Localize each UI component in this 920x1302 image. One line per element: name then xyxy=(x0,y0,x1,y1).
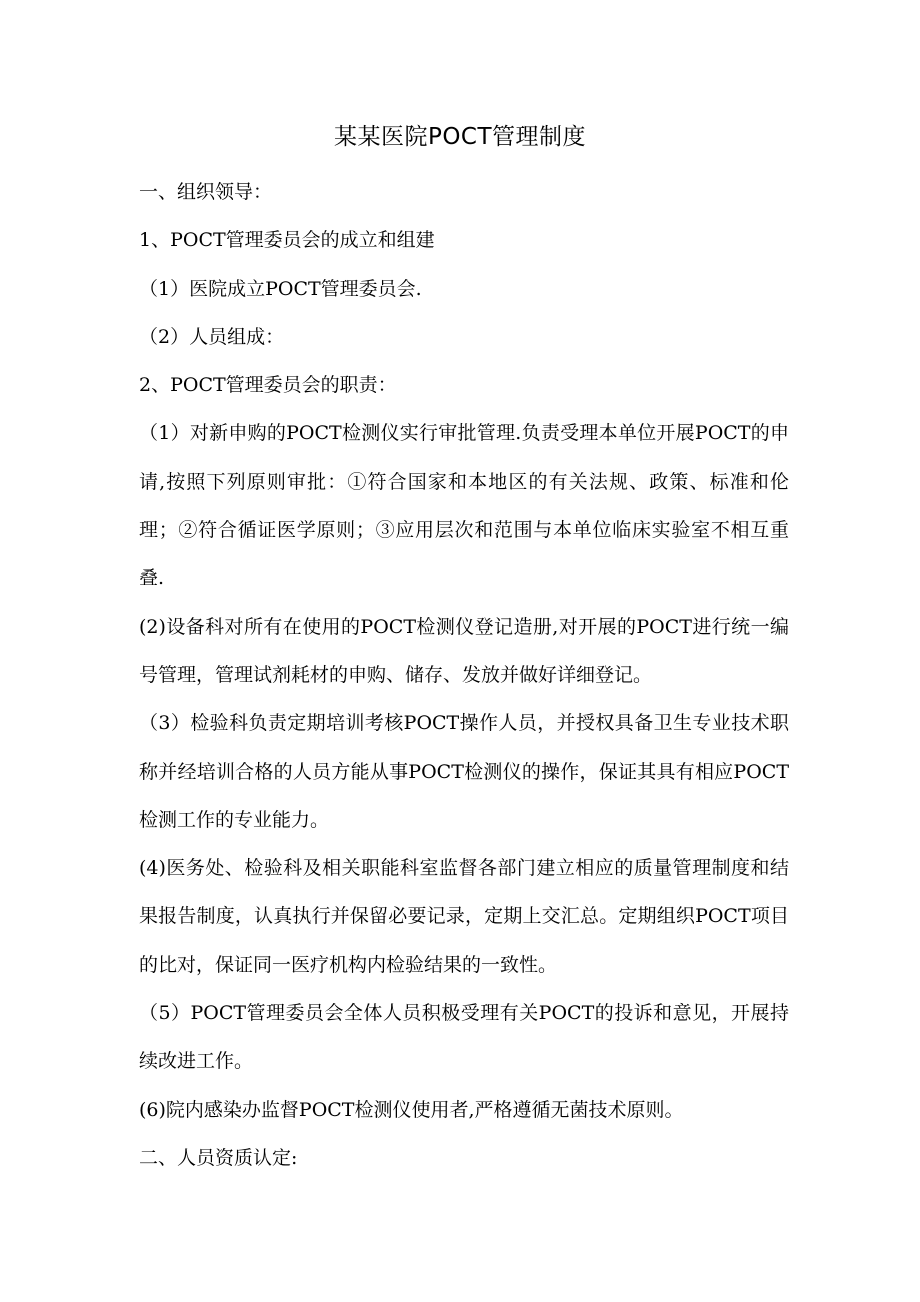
paragraph-item: (6)院内感染办监督POCT检测仪使用者,严格遵循无菌技术原则。 xyxy=(139,1098,684,1121)
section-heading-organization: 一、组织领导： xyxy=(139,181,273,203)
paragraph-item: （5）POCT管理委员会全体人员积极受理有关POCT的投诉和意见，开展持续改进工作。 xyxy=(139,1002,789,1073)
paragraph-item: （3）检验科负责定期培训考核POCT操作人员，并授权具备卫生专业技术职称并经培训合格的人员方能从事POCT检测仪的操作，保证其具有相应POCT检测工作的专业能力。 xyxy=(139,712,789,831)
section-heading-personnel: 二、人员资质认定: xyxy=(139,1146,298,1169)
paragraph-item: （1）医院成立POCT管理委员会. xyxy=(139,277,422,300)
document-body xyxy=(139,168,789,1182)
subsection-heading-committee-duties: 2、POCT管理委员会的职责： xyxy=(139,374,397,397)
paragraph-item: （1）对新申购的POCT检测仪实行审批管理.负责受理本单位开展POCT的申请,按照下列原则审批：①符合国家和本地区的有关法规、政策、标准和伦理；②符合循证医学原则；③应用层次和范围与本单位临床实验室不相互重叠. xyxy=(139,422,789,590)
subsection-heading-committee-setup: 1、POCT管理委员会的成立和组建 xyxy=(139,229,435,252)
paragraph-item: (4)医务处、检验科及相关职能科室监督各部门建立相应的质量管理制度和结果报告制度，认真执行并保留必要记录，定期上交汇总。定期组织POCT项目的比对，保证同一医疗机构内检验结果的一致性。 xyxy=(139,857,789,976)
document-title: 某某医院POCT管理制度 xyxy=(333,124,587,150)
paragraph-item: (2)设备科对所有在使用的POCT检测仪登记造册,对开展的POCT进行统一编号管理，管理试剂耗材的申购、储存、发放并做好详细登记。 xyxy=(139,615,789,686)
paragraph-item: （2）人员组成： xyxy=(139,325,285,348)
